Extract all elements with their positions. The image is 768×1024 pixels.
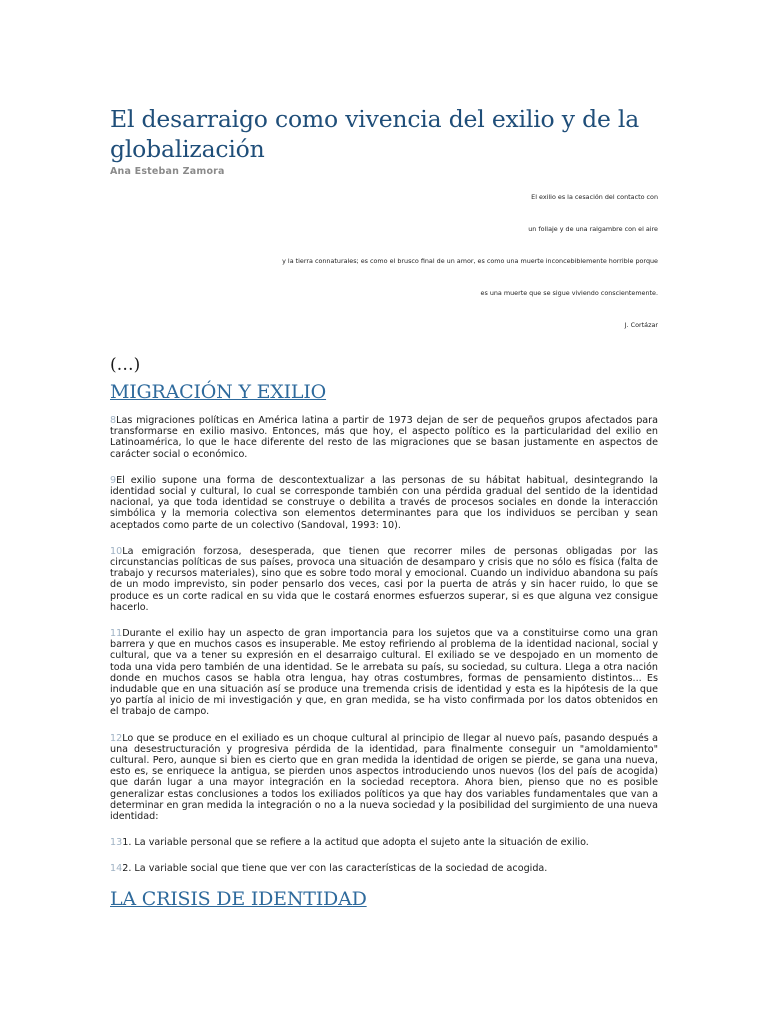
paragraph-number[interactable]: 9 xyxy=(110,474,117,486)
article-author: Ana Esteban Zamora xyxy=(110,166,225,177)
paragraph-text: 1. La variable personal que se refiere a la actitud que adopta el sujeto ante la situación de exilio. xyxy=(122,837,589,849)
paragraph xyxy=(110,415,658,460)
article-title: El desarraigo como vivencia del exilio y de la globalización xyxy=(110,105,640,163)
paragraph-number[interactable]: 14 xyxy=(110,862,123,874)
paragraph-text: 2. La variable social que tiene que ver con las características de la sociedad de acogida. xyxy=(122,862,548,874)
paragraph xyxy=(110,733,658,823)
paragraph-number[interactable]: 13 xyxy=(110,837,123,849)
paragraph-number[interactable]: 11 xyxy=(110,628,123,640)
paragraph-text: La emigración forzosa, desesperada, que tienen que recorrer miles de personas obligadas por las circunstancias políticas de sus países, provoca una situación de desamparo y crisis que no sólo es física (falta de trabajo y recursos materiales), sino que es sobre todo moral y emocional. Cuando un individuo abandona su país de un modo imprevisto, sin poder pensarlo dos veces, casi por la puerta de atrás y sin hacer ruido, lo que se produce es un corte radical en su vida que le costará enormes esfuerzos superar, si es que alguna vez consigue hacerlo. xyxy=(110,545,658,613)
epigraph-line: es una muerte que se sigue viviendo conscientemente. xyxy=(480,289,658,297)
paragraph-text: El exilio supone una forma de descontextualizar a las personas de su hábitat habitual, desintegrando la identidad social y cultural, lo cual se corresponde también con una pérdida gradual del sentido de la identidad nacional, ya que toda identidad se construye o debilita a través de procesos sociales en donde la interacción simbólica y la memoria colectiva son elementos determinantes para que los individuos se perciban y sean aceptados como parte de un colectivo (Sandoval, 1993: 10). xyxy=(110,474,658,531)
section-heading[interactable]: LA CRISIS DE IDENTIDAD xyxy=(110,887,367,910)
paragraph xyxy=(110,475,658,531)
paragraph xyxy=(110,546,658,613)
section-heading[interactable]: MIGRACIÓN Y EXILIO xyxy=(110,381,327,403)
paragraph-number[interactable]: 8 xyxy=(110,415,117,426)
paragraph-text: Las migraciones políticas en América latina a partir de 1973 dejan de ser de pequeños grupos afectados para transformarse en exilio masivo. Entonces, más que hoy, el aspecto político es la particularidad del exilio en Latinoamérica, lo que le hace diferente del resto de las migraciones que se basan justamente en aspectos de carácter social o económico. xyxy=(110,415,658,460)
epigraph xyxy=(110,193,658,329)
paragraph-number[interactable]: 12 xyxy=(110,732,123,744)
epigraph-line: El exilio es la cesación del contacto con xyxy=(531,193,658,201)
epigraph-line: y la tierra connaturales; es como el brusco final de un amor, es como una muerte inconcebiblemente horrible porque xyxy=(282,257,658,265)
paragraph-text: Lo que se produce en el exiliado es un choque cultural al principio de llegar al nuevo país, pasando después a una desestructuración y progresiva pérdida de la identidad, para finalmente conseguir un "amoldamiento" cultural. Pero, aunque si bien es cierto que en gran medida la identidad de origen se pierde, se gana una nueva, esto es, se enriquece la antigua, se pierden unos aspectos introduciendo unos nuevos (los del país de acogida) que darán lugar a una mayor integración en la sociedad receptora. Ahora bien, pienso que no es posible generalizar estas conclusiones a todos los exiliados políticos ya que hay dos variables fundamentales que van a determinar en gran medida la integración o no a la nueva sociedad y la posibilidad del surgimiento de una nueva identidad: xyxy=(110,732,658,823)
paragraph-text: Durante el exilio hay un aspecto de gran importancia para los sujetos que va a constituirse como una gran barrera y que en muchos casos es insuperable. Me estoy refiriendo al problema de la identidad nacional, social y cultural, que va a tener su expresión en el desarraigo cultural. El exiliado se ve despojado en un momento de toda una vida pero también de una identidad. Se le arrebata su país, su sociedad, su cultura. Llega a otra nación donde en muchos casos se habla otra lengua, hay otras costumbres, formas de pensamiento distintos... Es indudable que en una situación así se produce una tremenda crisis de identidad y esta es la hipótesis de la que yo partía al inicio de mi investigación y que, en gran medida, se ha visto confirmada por los datos obtenidos en el trabajo de campo. xyxy=(110,628,658,718)
paragraph xyxy=(110,837,658,848)
paragraph-number[interactable]: 10 xyxy=(110,545,123,557)
paragraph xyxy=(110,628,658,718)
epigraph-line: un follaje y de una raigambre con el aire xyxy=(528,225,658,233)
article-body xyxy=(110,104,658,922)
epigraph-attribution: J. Cortázar xyxy=(624,321,658,329)
paragraph xyxy=(110,863,658,874)
omission-marker: (…) xyxy=(110,355,141,375)
